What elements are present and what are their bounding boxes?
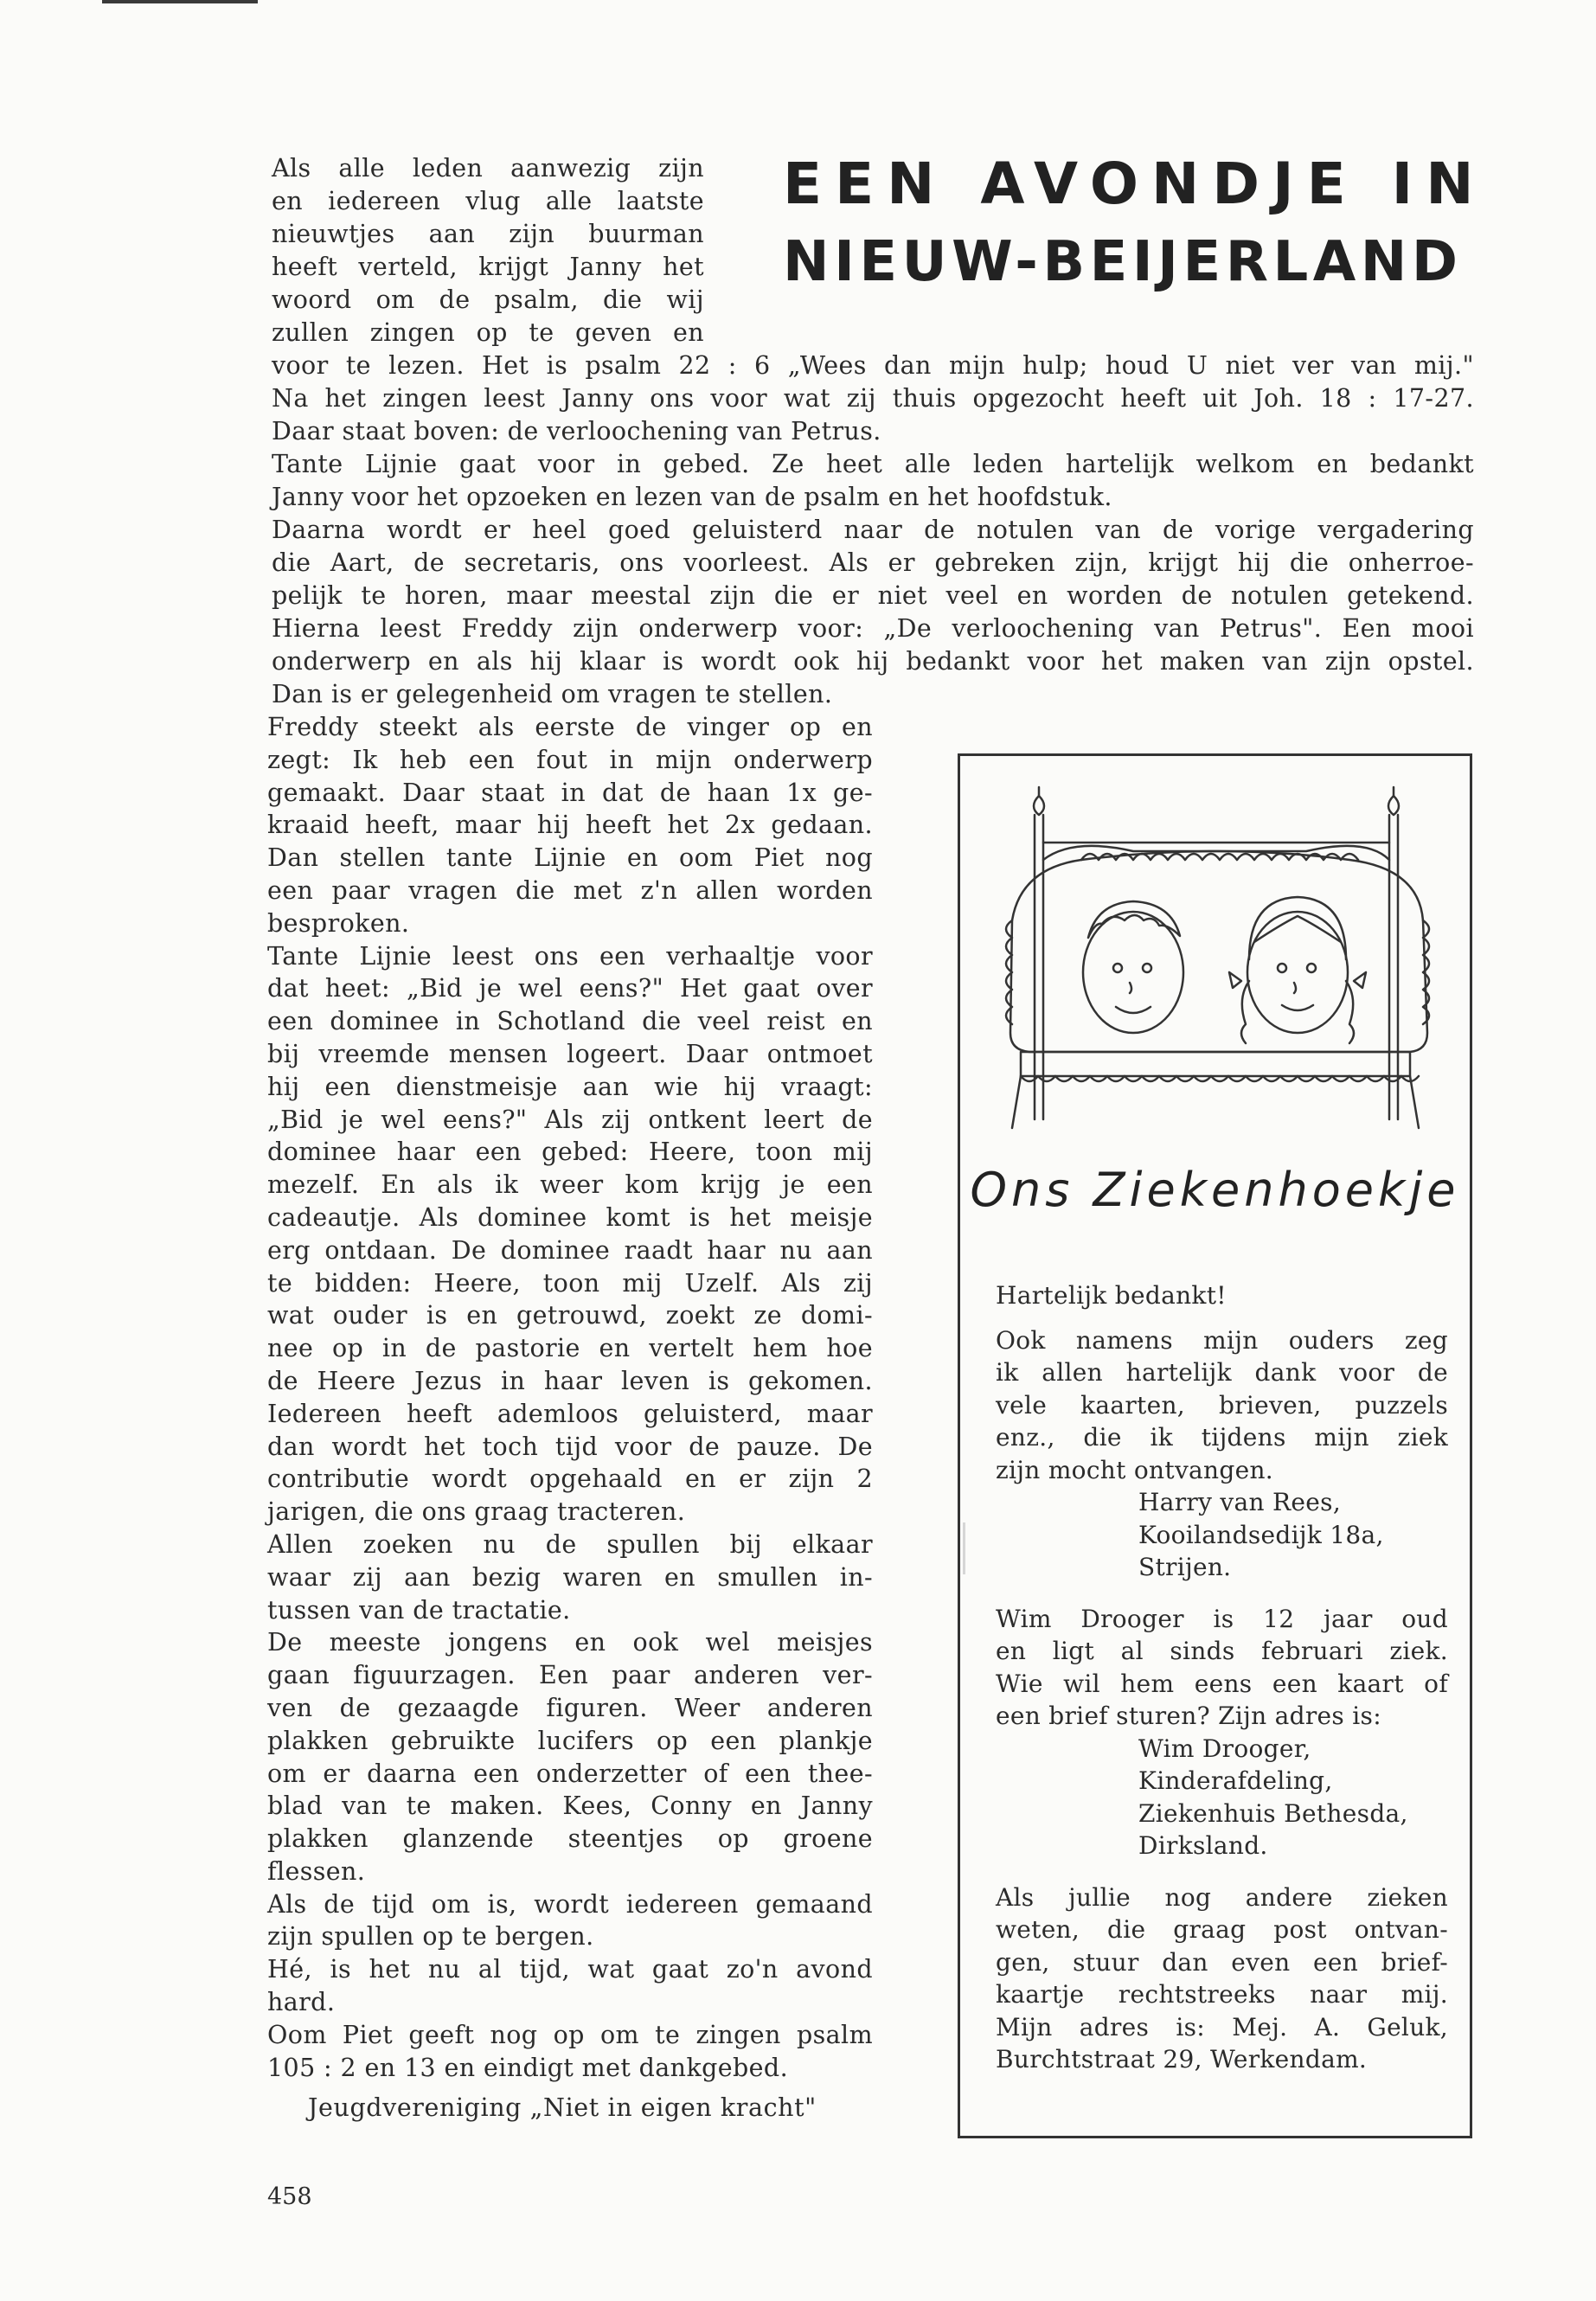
thanks-line: ik allen hartelijk dank voor de [996,1358,1448,1387]
thanks-line: Ook namens mijn ouders zeg [996,1325,1448,1355]
thanks-line: vele kaarten, brieven, puzzels [996,1390,1448,1420]
text-line: waar zij aan bezig waren en smullen in- [267,1562,873,1592]
text-line: ven de gezaagde figuren. Weer anderen [267,1693,873,1722]
text-line: de Heere Jezus in haar leven is gekomen. [267,1366,873,1395]
text-line: Na het zingen leest Janny ons voor wat zij thuis opgezocht heeft uit Joh. 18 : 17-27. [272,384,1474,413]
spacer [996,1312,1448,1324]
text-line: Daar staat boven: de verloochening van Petrus. [272,417,881,445]
text-line: jarigen, die ons graag tracteren. [267,1497,686,1527]
text-line: die Aart, de secretaris, ons voorleest. Als er gebreken zijn, krijgt hij die onherroe- [272,548,1474,577]
sick-corner-text [996,1279,1448,2076]
left-column-text [267,711,873,2084]
wim-address-line: Wim Drooger, [1138,1734,1311,1763]
thanks-address-line: Harry van Rees, [1138,1488,1342,1516]
thanks-address-line: Strijen. [1138,1553,1232,1581]
margin-mark [963,1522,965,1574]
intro-paragraph [272,152,704,349]
text-line: gaan figuurzagen. Een paar anderen ver- [267,1661,873,1690]
text-line: tussen van de tractatie. [267,1595,571,1625]
intro-line: Als alle leden aanwezig zijn [272,154,704,183]
text-line: Als de tijd om is, wordt iedereen gemaand [267,1889,873,1919]
closing-line: gen, stuur dan even een brief- [996,1947,1448,1977]
text-line: Dan is er gelegenheid om vragen te stellen. [272,680,833,708]
text-line: Tante Lijnie gaat voor in gebed. Ze heet alle leden hartelijk welkom en bedankt [272,450,1474,478]
text-line: hij een dienstmeisje aan wie hij vraagt: [267,1072,873,1101]
text-line: Iedereen heeft ademloos geluisterd, maar [267,1399,873,1428]
intro-line: woord om de psalm, die wij [272,285,704,314]
text-line: te bidden: Heere, toon mij Uzelf. Als zij [267,1268,873,1298]
text-line: De meeste jongens en ook wel meisjes [267,1628,873,1657]
text-line: zijn spullen op te bergen. [267,1922,594,1952]
text-line: Hé, is het nu al tijd, wat gaat zo'n avond [267,1955,873,1984]
thanks-line: enz., die ik tijdens mijn ziek [996,1423,1448,1452]
text-line: nee op in de pastorie en vertelt hem hoe [267,1334,873,1363]
intro-line: en iedereen vlug alle laatste [272,187,704,215]
wim-line: Wie wil hem eens een kaart of [996,1669,1448,1698]
text-line: dat heet: „Bid je wel eens?" Het gaat over [267,974,873,1003]
text-line: dan wordt het toch tijd voor de pauze. De [267,1432,873,1461]
wim-line: een brief sturen? Zijn adres is: [996,1702,1381,1730]
closing-line: kaartje rechtstreeks naar mij. [996,1980,1448,2009]
headline-line-1: EEN AVONDJE IN [783,151,1487,217]
text-line: Daarna wordt er heel goed geluisterd naar de notulen van de vorige vergadering [272,516,1474,544]
text-line: kraaid heeft, maar hij heeft het 2x gedaan. [267,811,873,840]
text-line: blad van te maken. Kees, Conny en Janny [267,1791,873,1821]
closing-line: weten, die graag post ontvan- [996,1915,1448,1944]
text-line: een paar vragen die met z'n allen worden [267,875,873,905]
text-line: gemaakt. Daar staat in dat de haan 1x ge- [267,778,873,807]
text-line: „Bid je wel eens?" Als zij ontkent leert de [267,1105,873,1134]
text-line: om er daarna een onderzetter of een thee- [267,1759,873,1788]
text-line: Allen zoeken nu de spullen bij elkaar [267,1529,873,1559]
sick-corner-title: Ons Ziekenhoekje [970,1163,1460,1217]
bed-children-illustration [960,773,1470,1171]
spacer [996,1862,1448,1881]
text-line: plakken gebruikte lucifers op een plankje [267,1726,873,1755]
text-line: Tante Lijnie leest ons een verhaaltje voor [267,941,873,971]
text-line: pelijk te horen, maar meestal zijn die er niet veel en worden de notulen getekend. [272,581,1474,610]
wim-address-line: Ziekenhuis Bethesda, [1138,1798,1408,1828]
text-line: flessen. [267,1856,366,1886]
text-line: onderwerp en als hij klaar is wordt ook hij bedankt voor het maken van zijn opstel. [272,647,1474,676]
text-line: cadeautje. Als dominee komt is het meisje [267,1202,873,1232]
text-line: erg ontdaan. De dominee raadt haar nu aan [267,1235,873,1265]
page-number: 458 [267,2183,312,2210]
text-line: wat ouder is en getrouwd, zoekt ze domi- [267,1301,873,1330]
top-corner-rule [102,0,258,3]
text-line: Oom Piet geeft nog op om te zingen psalm [267,2020,873,2049]
text-line: Freddy steekt als eerste de vinger op en [267,713,873,741]
text-line: hard. [267,1988,336,2017]
text-line: voor te lezen. Het is psalm 22 : 6 „Wees dan mijn hulp; houd U niet ver van mij." [272,351,1474,380]
intro-line: nieuwtjes aan zijn buurman [272,220,704,248]
text-line: Dan stellen tante Lijnie en oom Piet nog [267,843,873,873]
text-line: dominee haar een gebed: Heere, toon mij [267,1138,873,1167]
article-signature: Jeugdvereniging „Niet in eigen kracht" [308,2093,817,2122]
wim-address-line: Dirksland. [1138,1831,1268,1860]
thanks-heading: Hartelijk bedankt! [996,1281,1227,1310]
wim-line: Wim Drooger is 12 jaar oud [996,1604,1448,1633]
article-headline [783,145,1487,301]
thanks-address-line: Kooilandsedijk 18a, [1138,1520,1384,1549]
closing-line: Als jullie nog andere zieken [996,1882,1448,1912]
thanks-line: zijn mocht ontvangen. [996,1455,1274,1484]
text-line: besproken. [267,908,410,938]
text-line: contributie wordt opgehaald en er zijn 2 [267,1465,873,1494]
sick-corner-box [958,753,1472,2138]
wim-address-line: Kinderafdeling, [1138,1766,1333,1795]
text-line: bij vreemde mensen logeert. Daar ontmoet [267,1039,873,1068]
text-line: mezelf. En als ik weer kom krijg je een [267,1170,873,1200]
closing-line: Burchtstraat 29, Werkendam. [996,2045,1368,2073]
spacer [996,1584,1448,1603]
headline-line-2: NIEUW-BEIJERLAND [783,230,1463,294]
text-line: zegt: Ik heb een fout in mijn onderwerp [267,745,873,774]
closing-line: Mijn adres is: Mej. A. Geluk, [996,2012,1448,2041]
wide-paragraphs [272,349,1474,711]
text-line: 105 : 2 en 13 en eindigt met dankgebed. [267,2053,789,2082]
intro-line: heeft verteld, krijgt Janny het [272,253,704,281]
intro-line: zullen zingen op te geven en [272,318,704,347]
text-line: een dominee in Schotland die veel reist en [267,1007,873,1036]
text-line: Janny voor het opzoeken en lezen van de psalm en het hoofdstuk. [272,483,1112,511]
text-line: Hierna leest Freddy zijn onderwerp voor: „De verloochening van Petrus". Een mooi [272,614,1474,643]
text-line: plakken glanzende steentjes op groene [267,1824,873,1854]
wim-line: en ligt al sinds februari ziek. [996,1637,1448,1665]
